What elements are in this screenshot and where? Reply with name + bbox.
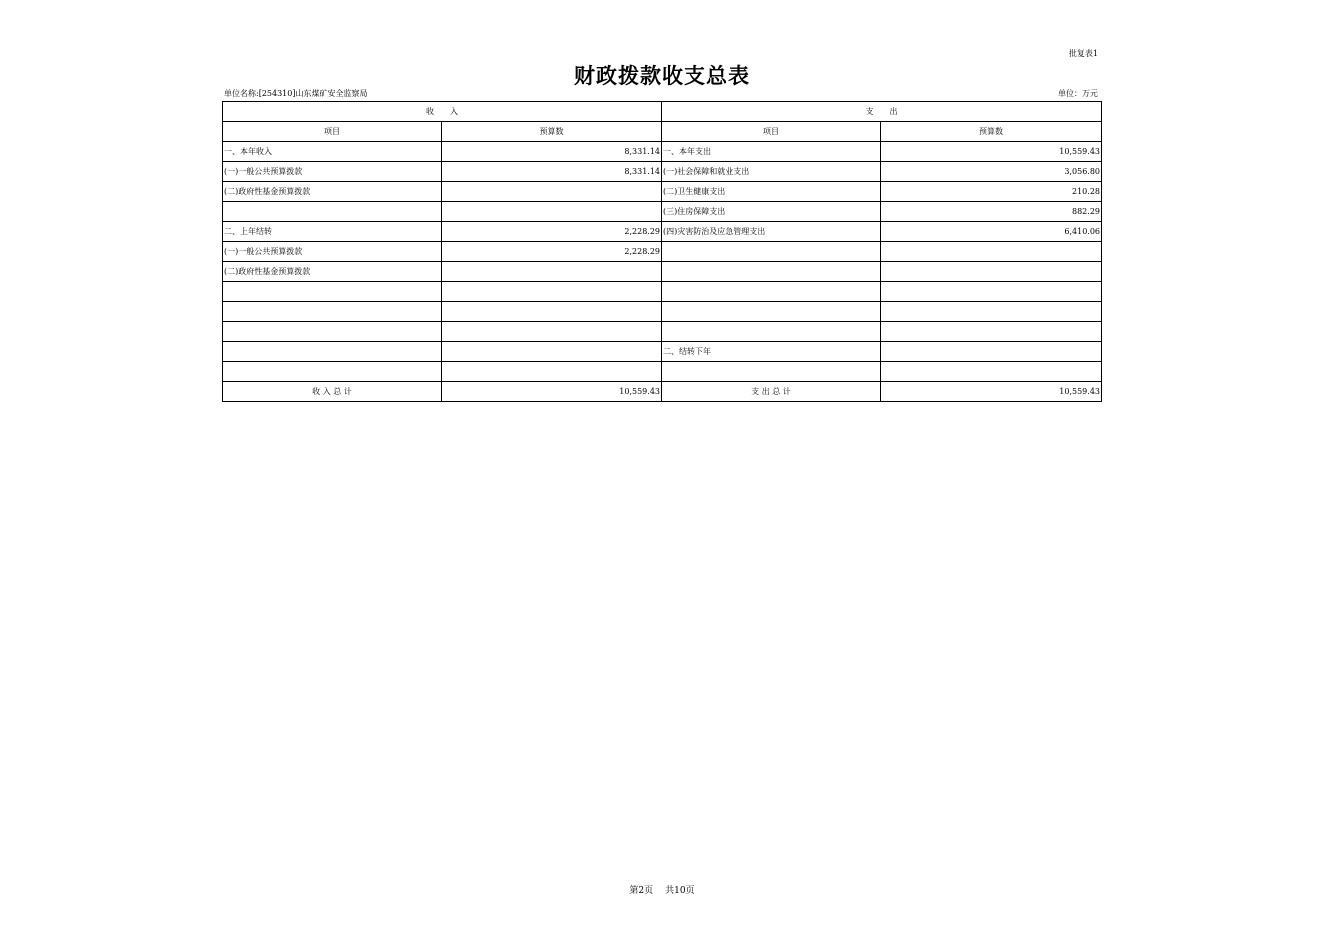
income-item-cell: 二、上年结转 — [223, 222, 442, 242]
table-row — [223, 262, 1102, 282]
income-item-cell — [223, 282, 442, 302]
expense-item-cell — [662, 282, 881, 302]
income-value-cell — [442, 182, 662, 202]
expense-value-cell: 6,410.06 — [881, 222, 1102, 242]
income-item-cell — [223, 342, 442, 362]
income-item-cell — [223, 202, 442, 222]
expense-value-cell — [881, 302, 1102, 322]
expense-item-column-header: 项目 — [662, 122, 881, 142]
expense-item-cell — [662, 362, 881, 382]
expense-total-label: 支 出 总 计 — [662, 382, 881, 402]
expense-item-cell: 二、结转下年 — [662, 342, 881, 362]
table-row — [223, 162, 1102, 182]
expense-value-cell — [881, 242, 1102, 262]
table-row — [223, 142, 1102, 162]
expense-item-cell — [662, 322, 881, 342]
income-budget-column-header: 预算数 — [442, 122, 662, 142]
expense-item-cell: (三)住房保障支出 — [662, 202, 881, 222]
total-row — [223, 382, 1102, 402]
income-total-value: 10,559.43 — [442, 382, 662, 402]
income-item-cell — [223, 302, 442, 322]
income-item-cell: (一)一般公共预算拨款 — [223, 242, 442, 262]
table-row — [223, 182, 1102, 202]
table-row — [223, 222, 1102, 242]
expense-section-header: 支 出 — [662, 102, 1102, 122]
currency-unit-label: 单位：万元 — [1058, 89, 1098, 98]
income-value-cell — [442, 262, 662, 282]
income-value-cell: 8,331.14 — [442, 162, 662, 182]
section-header-row — [223, 102, 1102, 122]
income-value-cell — [442, 202, 662, 222]
income-value-cell — [442, 322, 662, 342]
expense-value-cell: 882.29 — [881, 202, 1102, 222]
income-value-cell — [442, 362, 662, 382]
table-row — [223, 342, 1102, 362]
income-value-cell — [442, 282, 662, 302]
table-row — [223, 302, 1102, 322]
table-row — [223, 242, 1102, 262]
budget-summary-table — [222, 101, 1102, 402]
income-item-cell: 一、本年收入 — [223, 142, 442, 162]
form-number-label: 批复表1 — [1068, 49, 1098, 58]
expense-budget-column-header: 预算数 — [881, 122, 1102, 142]
expense-value-cell: 210.28 — [881, 182, 1102, 202]
expense-item-cell — [662, 242, 881, 262]
expense-item-cell: (一)社会保障和就业支出 — [662, 162, 881, 182]
expense-item-cell: (二)卫生健康支出 — [662, 182, 881, 202]
income-item-cell: (二)政府性基金预算拨款 — [223, 182, 442, 202]
expense-value-cell — [881, 362, 1102, 382]
income-item-cell — [223, 362, 442, 382]
income-item-cell — [223, 322, 442, 342]
table-row — [223, 282, 1102, 302]
current-page-number: 第2页 — [629, 886, 654, 896]
expense-item-cell: 一、本年支出 — [662, 142, 881, 162]
table-row — [223, 202, 1102, 222]
page-footer — [0, 883, 1324, 896]
expense-item-cell — [662, 262, 881, 282]
income-value-cell — [442, 302, 662, 322]
column-header-row — [223, 122, 1102, 142]
income-item-cell: (一)一般公共预算拨款 — [223, 162, 442, 182]
expense-item-cell: (四)灾害防治及应急管理支出 — [662, 222, 881, 242]
total-page-count: 共10页 — [665, 886, 695, 896]
expense-value-cell: 3,056.80 — [881, 162, 1102, 182]
expense-value-cell: 10,559.43 — [881, 142, 1102, 162]
expense-value-cell — [881, 342, 1102, 362]
income-value-cell — [442, 342, 662, 362]
expense-total-value: 10,559.43 — [881, 382, 1102, 402]
income-item-cell: (二)政府性基金预算拨款 — [223, 262, 442, 282]
organization-name: 单位名称:[254310]山东煤矿安全监察局 — [224, 89, 368, 98]
table-row — [223, 362, 1102, 382]
expense-item-cell — [662, 302, 881, 322]
income-value-cell: 2,228.29 — [442, 242, 662, 262]
income-item-column-header: 项目 — [223, 122, 442, 142]
expense-value-cell — [881, 322, 1102, 342]
table-row — [223, 322, 1102, 342]
income-value-cell: 8,331.14 — [442, 142, 662, 162]
income-section-header: 收 入 — [223, 102, 662, 122]
page-title: 财政拨款收支总表 — [574, 63, 750, 88]
income-total-label: 收 入 总 计 — [223, 382, 442, 402]
expense-value-cell — [881, 262, 1102, 282]
expense-value-cell — [881, 282, 1102, 302]
income-value-cell: 2,228.29 — [442, 222, 662, 242]
